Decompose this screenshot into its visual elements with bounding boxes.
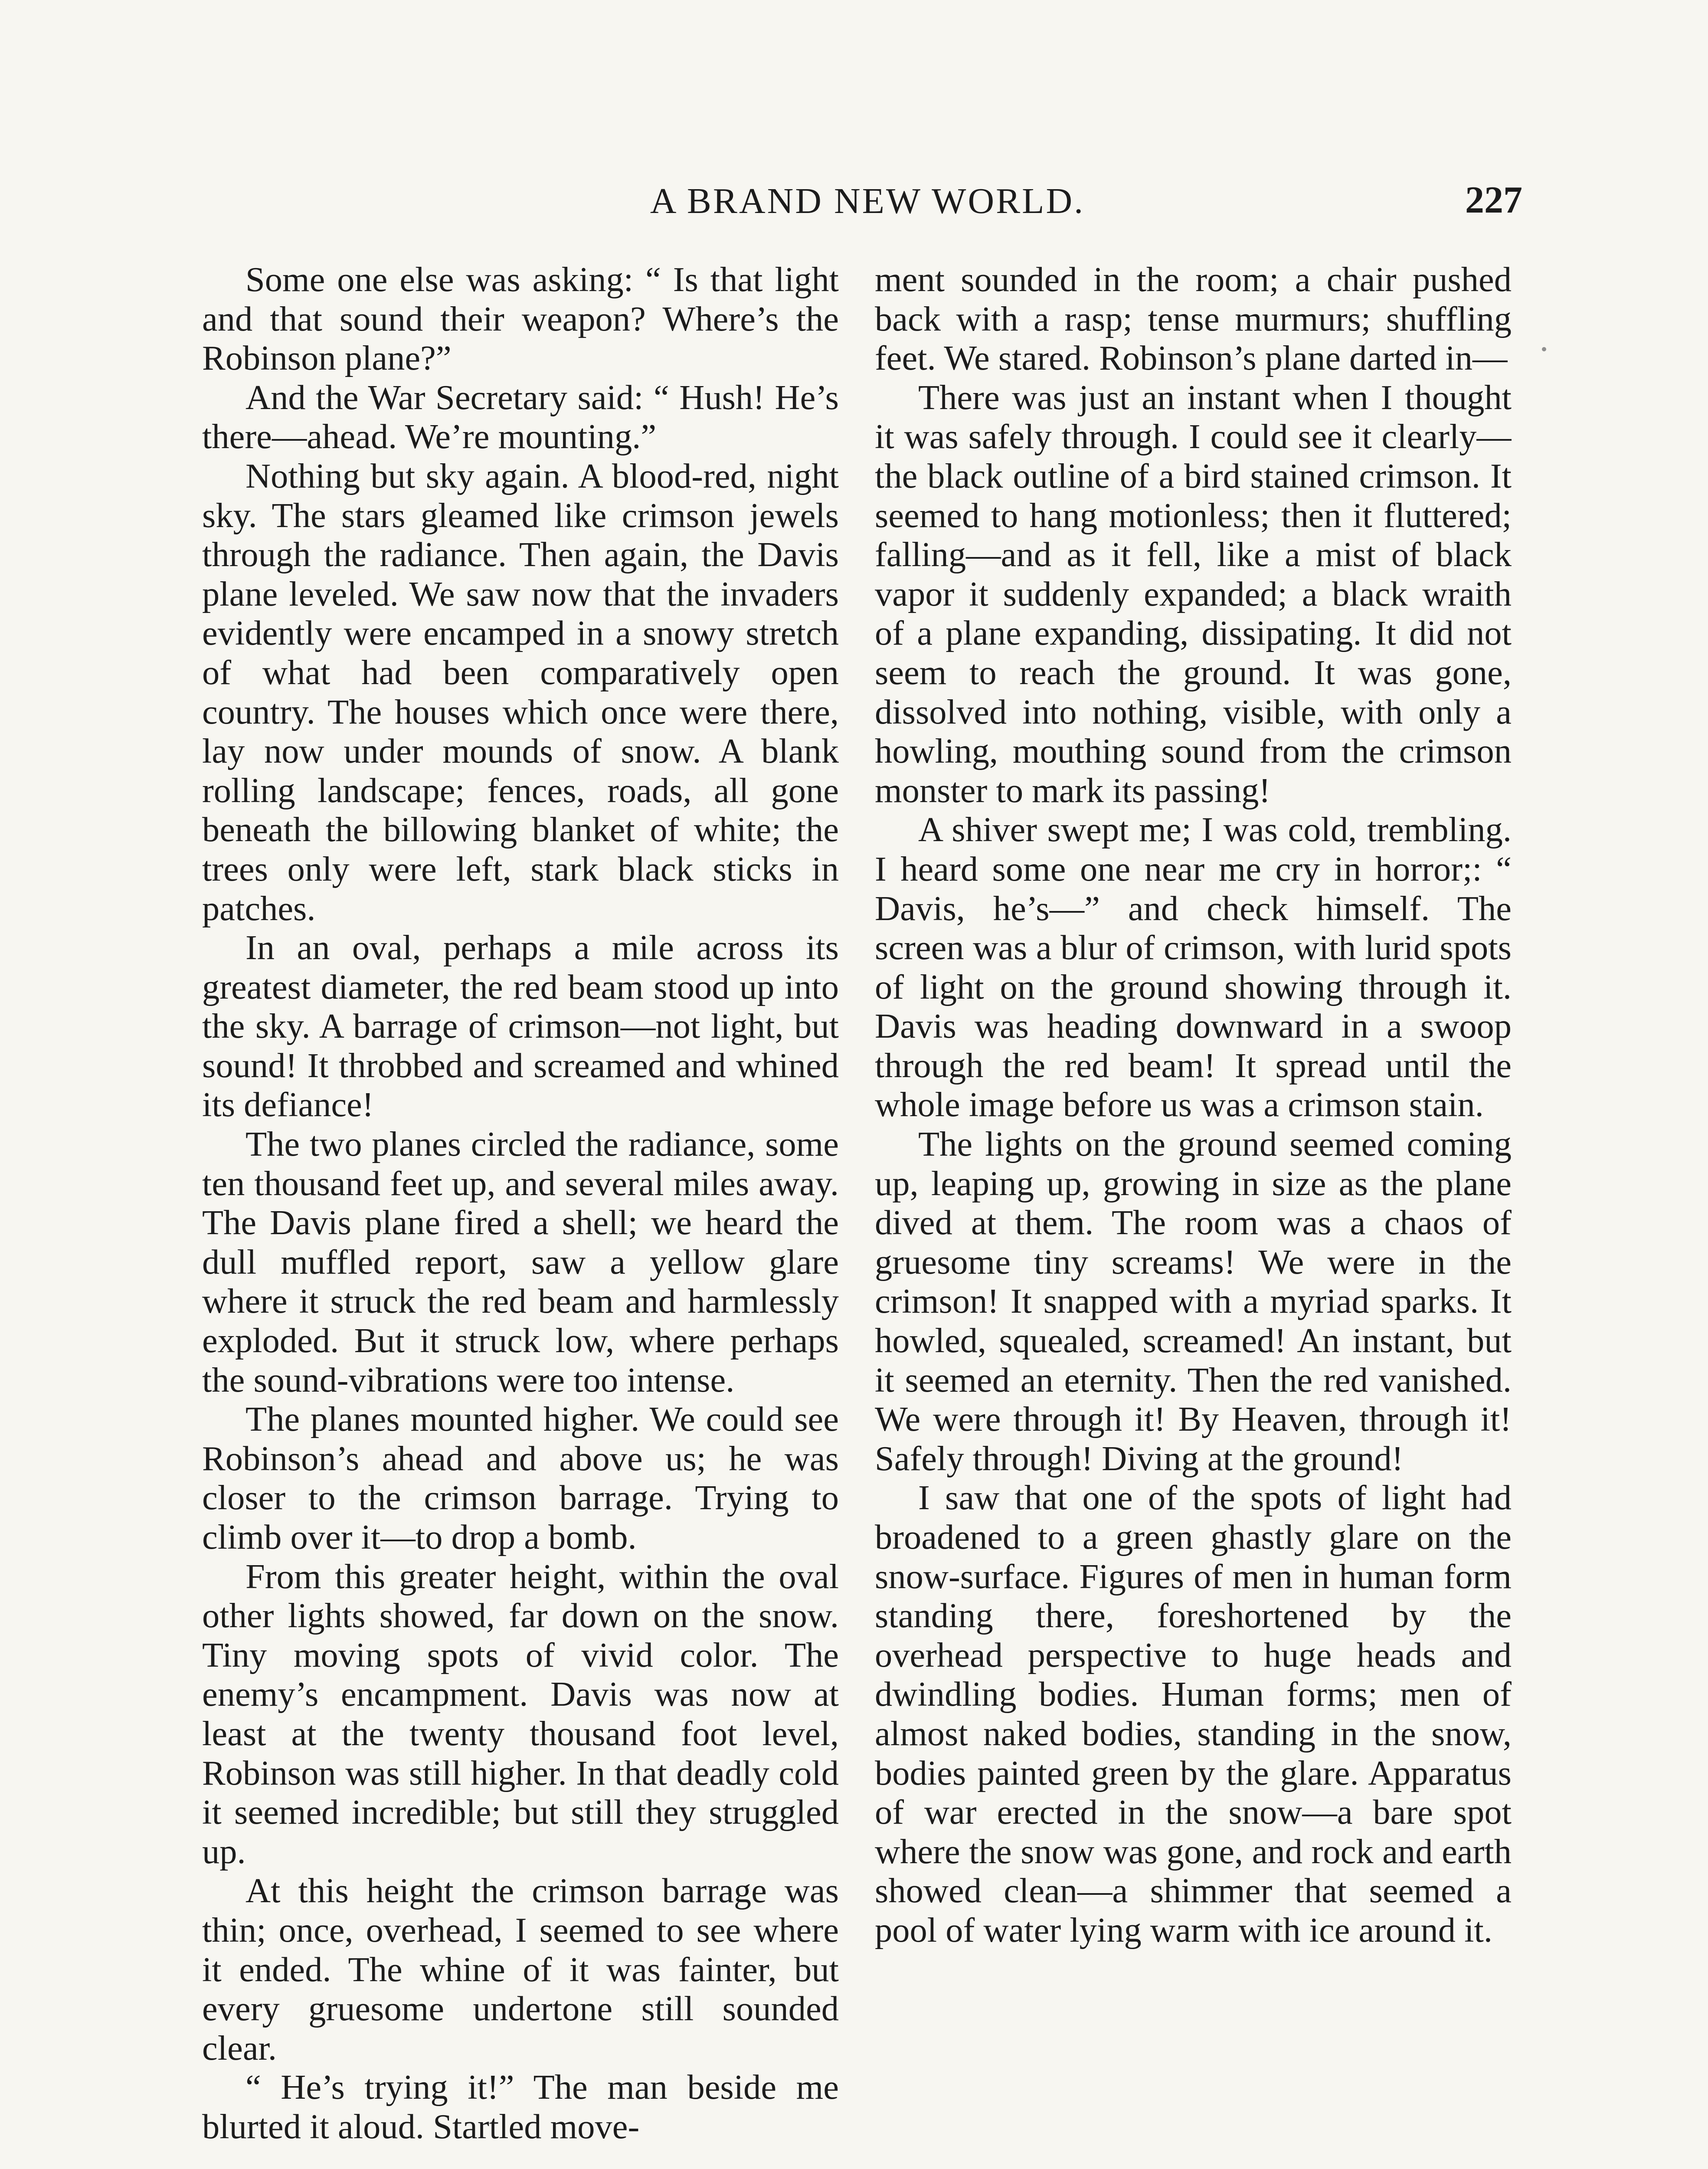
text-column-left — [202, 260, 839, 2169]
paragraph: At this height the crimson barrage was thin; once, overhead, I seemed to see where it ended. The whine of it was fainter, but every gruesome undertone still sounded clear. — [202, 1871, 839, 2067]
paragraph: I saw that one of the spots of light had broadened to a green ghastly glare on the snow-surface. Figures of men in human form standing there, foreshortened by the overhead perspective to huge heads and dwindling bodies. Human forms; men of almost naked bodies, standing in the snow, bodies painted green by the glare. Apparatus of war erected in the snow—a bare spot where the snow was gone, and rock and earth showed clean—a shimmer that seemed a pool of water lying warm with ice around it. — [875, 1478, 1512, 1949]
paragraph: Some one else was asking: “ Is that light and that sound their weapon? Where’s the Robinson plane?” — [202, 260, 839, 378]
paragraph: And the War Secretary said: “ Hush! He’s there—ahead. We’re mounting.” — [202, 378, 839, 456]
paragraph: The two planes circled the radiance, some ten thousand feet up, and several miles away. The Davis plane fired a shell; we heard the dull muffled report, saw a yellow glare where it struck the red beam and harmlessly exploded. But it struck low, where perhaps the sound-vibrations were too intense. — [202, 1125, 839, 1399]
paragraph-continued: ment sounded in the room; a chair pushed back with a rasp; tense murmurs; shuffling feet. We stared. Robinson’s plane darted in— — [875, 260, 1512, 378]
running-title: A BRAND NEW WORLD. — [650, 181, 1085, 221]
paragraph: In an oval, perhaps a mile across its greatest diameter, the red beam stood up into the sky. A barrage of crimson—not light, but sound! It throbbed and screamed and whined its defiance! — [202, 928, 839, 1124]
paragraph: From this greater height, within the oval other lights showed, far down on the snow. Tiny moving spots of vivid color. The enemy’s encampment. Davis was now at least at the twenty thousand foot level, Robinson was still higher. In that deadly cold it seemed incredible; but still they struggled up. — [202, 1557, 839, 1871]
print-speck — [1542, 347, 1546, 351]
paragraph: The planes mounted higher. We could see Robinson’s ahead and above us; he was closer to the crimson barrage. Trying to climb over it—to drop a bomb. — [202, 1400, 839, 1556]
paragraph: The lights on the ground seemed coming up, leaping up, growing in size as the plane dived at them. The room was a chaos of gruesome tiny screams! We were in the crimson! It snapped with a myriad sparks. It howled, squealed, screamed! An instant, but it seemed an eternity. Then the red vanished. We were through it! By Heaven, through it! Safely through! Diving at the ground! — [875, 1125, 1512, 1478]
paragraph: A shiver swept me; I was cold, trembling. I heard some one near me cry in horror;: “ Davis, he’s—” and check himself. The screen was a blur of crimson, with lurid spots of light on the ground showing through it. Davis was heading downward in a swoop through the red beam! It spread until the whole image before us was a crimson stain. — [875, 810, 1512, 1124]
paragraph: “ He’s trying it!” The man beside me blurted it aloud. Startled move- — [202, 2068, 839, 2146]
paragraph: There was just an instant when I thought it was safely through. I could see it clearly—the black outline of a bird stained crimson. It seemed to hang motionless; then it fluttered; falling—and as it fell, like a mist of black vapor it suddenly expanded; a black wraith of a plane expanding, dissipating. It did not seem to reach the ground. It was gone, dissolved into nothing, visible, with only a howling, mouthing sound from the crimson monster to mark its passing! — [875, 378, 1512, 810]
page-header — [213, 171, 1522, 228]
page-number: 227 — [1465, 179, 1522, 221]
text-column-right — [875, 260, 1512, 2169]
paragraph: Nothing but sky again. A blood-red, night sky. The stars gleamed like crimson jewels through the radiance. Then again, the Davis plane leveled. We saw now that the invaders evidently were encamped in a snowy stretch of what had been comparatively open country. The houses which once were there, lay now under mounds of snow. A blank rolling landscape; fences, roads, all gone beneath the billowing blanket of white; the trees only were left, stark black sticks in patches. — [202, 456, 839, 928]
